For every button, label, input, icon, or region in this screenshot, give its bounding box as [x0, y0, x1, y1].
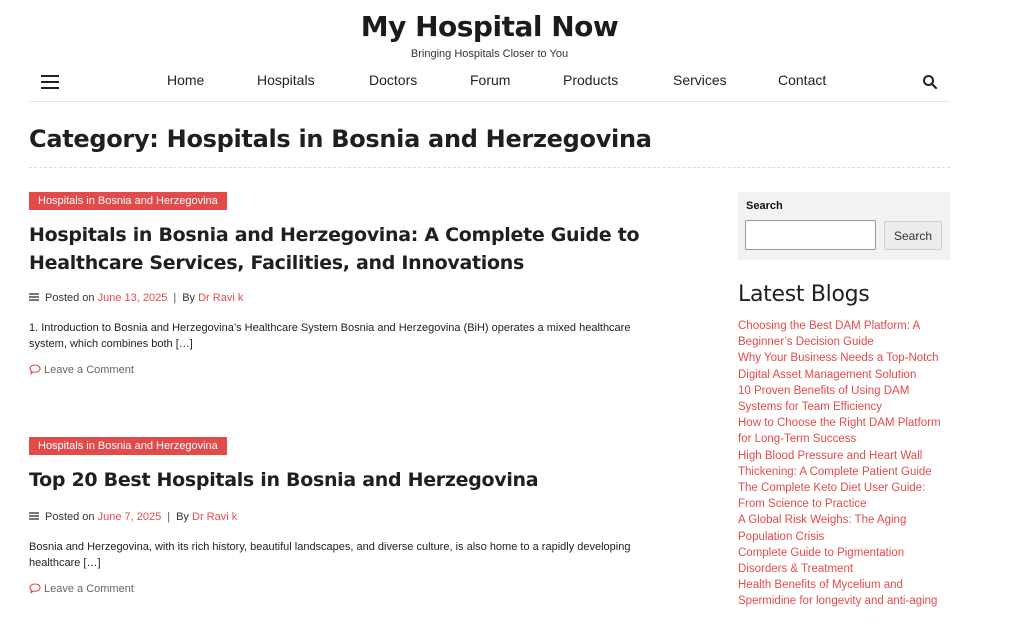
latest-blog-link[interactable]: Why Your Business Needs a Top-Notch Digital Asset Management Solution: [738, 352, 939, 381]
posted-label: Posted on: [45, 511, 95, 523]
latest-blog-link[interactable]: Complete Guide to Pigmentation Disorders & Treatment: [738, 546, 905, 576]
meta-separator: |: [173, 292, 177, 304]
by-label: By: [182, 292, 196, 304]
author-link[interactable]: Dr Ravi k: [198, 292, 244, 304]
posted-label: Posted on: [45, 292, 95, 304]
search-input[interactable]: [745, 220, 876, 250]
post-excerpt: 1. Introduction to Bosnia and Herzegovina’s Healthcare System Bosnia and Herzegovina (BiH) operates a mixed healthcare system, which combines both […]: [29, 322, 631, 350]
page-title: Category: Hospitals in Bosnia and Herzegovina: [29, 125, 652, 153]
post-title[interactable]: Hospitals in Bosnia and Herzegovina: A Complete Guide to Healthcare Services, Facilities, and Innovations: [29, 224, 640, 274]
post-meta: [29, 511, 237, 523]
post-title[interactable]: Top 20 Best Hospitals in Bosnia and Herzegovina: [29, 469, 539, 491]
search-button[interactable]: Search: [884, 221, 942, 250]
latest-blogs-heading: Latest Blogs: [738, 282, 870, 307]
comment-label: Leave a Comment: [44, 364, 134, 376]
latest-blogs-list: [738, 318, 952, 610]
nav-contact[interactable]: Contact: [778, 72, 827, 88]
divider: [29, 167, 950, 168]
comment-bubble-icon: [29, 364, 41, 375]
post-date-link[interactable]: June 7, 2025: [97, 511, 162, 523]
site-tagline: Bringing Hospitals Closer to You: [410, 48, 569, 60]
hamburger-menu-icon[interactable]: [41, 75, 59, 89]
main-navigation: [29, 64, 950, 102]
nav-forum[interactable]: Forum: [470, 72, 511, 88]
leave-comment-link[interactable]: [29, 583, 134, 595]
nav-products[interactable]: Products: [563, 72, 619, 88]
category-badge[interactable]: Hospitals in Bosnia and Herzegovina: [29, 437, 227, 455]
search-widget: [738, 192, 950, 260]
meta-lines-icon: [29, 512, 39, 520]
latest-blog-link[interactable]: High Blood Pressure and Heart Wall Thickening: A Complete Patient Guide: [738, 449, 932, 478]
post-meta: [29, 292, 243, 304]
post-excerpt: Bosnia and Herzegovina, with its rich history, beautiful landscapes, and diverse culture, is also home to a rapidly developing healthcare […]: [29, 541, 631, 569]
by-label: By: [176, 511, 189, 523]
nav-hospitals[interactable]: Hospitals: [257, 72, 315, 88]
latest-blog-link[interactable]: A Global Risk Weighs: The Aging Population Crisis: [738, 514, 907, 543]
latest-blog-link[interactable]: 10 Proven Benefits of Using DAM Systems for Team Efficiency: [738, 384, 910, 414]
latest-blog-link[interactable]: Choosing the Best DAM Platform: A Beginner’s Decision Guide: [738, 320, 920, 349]
nav-home[interactable]: Home: [167, 72, 205, 88]
site-title[interactable]: My Hospital Now: [360, 10, 619, 43]
category-badge[interactable]: Hospitals in Bosnia and Herzegovina: [29, 192, 227, 210]
comment-bubble-icon: [29, 583, 41, 594]
nav-services[interactable]: Services: [673, 72, 727, 88]
meta-separator: |: [167, 511, 171, 523]
latest-blog-link[interactable]: The Complete Keto Diet User Guide: From Science to Practice: [738, 482, 926, 511]
latest-blog-link[interactable]: How to Choose the Right DAM Platform for Long-Term Success: [738, 417, 941, 446]
post-date-link[interactable]: June 13, 2025: [97, 292, 168, 304]
latest-blog-link[interactable]: Health Benefits of Mycelium and Spermidine for longevity and anti-aging: [738, 579, 938, 608]
author-link[interactable]: Dr Ravi k: [192, 511, 238, 523]
comment-label: Leave a Comment: [44, 583, 134, 595]
leave-comment-link[interactable]: [29, 364, 134, 376]
meta-lines-icon: [29, 293, 39, 301]
nav-doctors[interactable]: Doctors: [369, 72, 418, 88]
search-icon[interactable]: [922, 74, 938, 90]
search-widget-label: Search: [746, 200, 783, 212]
